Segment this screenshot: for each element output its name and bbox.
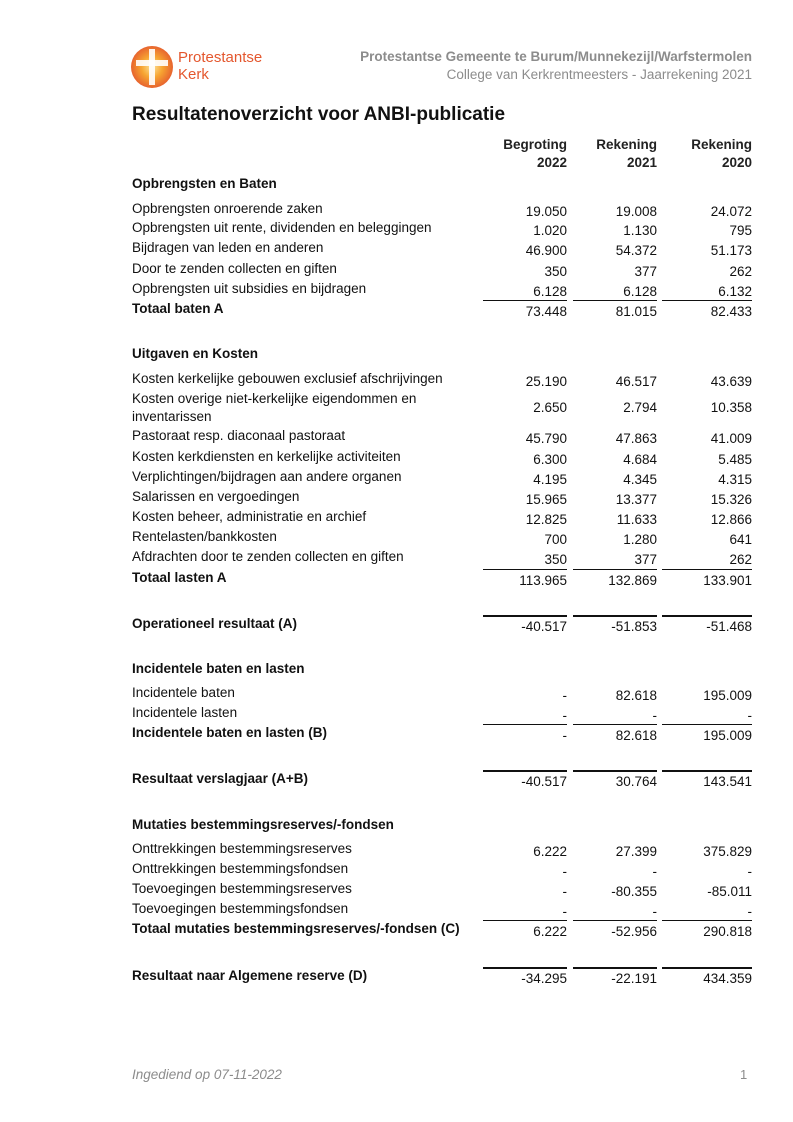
row-label: Opbrengsten uit rente, dividenden en beleggingen xyxy=(132,220,432,235)
sum-line xyxy=(483,300,567,301)
row-label: Onttrekkingen bestemmingsfondsen xyxy=(132,861,349,876)
row-value: -80.355 xyxy=(611,884,657,899)
row-value: 27.399 xyxy=(615,844,657,859)
row-label: Mutaties bestemmingsreserves/-fondsen xyxy=(132,817,394,832)
sum-line xyxy=(573,967,657,969)
logo xyxy=(130,45,280,91)
row-value: - xyxy=(652,708,657,723)
row-value: 51.173 xyxy=(710,243,752,258)
row-value: 700 xyxy=(544,532,567,547)
row-value: - xyxy=(747,864,752,879)
row-label: Kosten kerkelijke gebouwen exclusief afschrijvingen xyxy=(132,371,443,386)
row-label: Resultaat naar Algemene reserve (D) xyxy=(132,968,368,983)
row-label: Totaal lasten A xyxy=(132,570,227,585)
row-label: Incidentele baten en lasten xyxy=(132,661,305,676)
row-label: Opbrengsten onroerende zaken xyxy=(132,201,323,216)
row-value: 30.764 xyxy=(615,774,657,789)
row-value: 81.015 xyxy=(615,304,657,319)
row-value: 25.190 xyxy=(525,374,567,389)
row-value: - xyxy=(747,904,752,919)
row-value: 375.829 xyxy=(703,844,752,859)
sum-line xyxy=(483,569,567,570)
row-value: 12.825 xyxy=(525,512,567,527)
row-label: Kosten kerkdiensten en kerkelijke activiteiten xyxy=(132,449,401,464)
row-value: 10.358 xyxy=(710,400,752,415)
row-label: Operationeel resultaat (A) xyxy=(132,616,298,631)
church-logo-icon xyxy=(130,45,174,89)
row-value: 19.050 xyxy=(525,204,567,219)
row-value: - xyxy=(652,904,657,919)
row-value: -40.517 xyxy=(521,774,567,789)
row-value: - xyxy=(747,708,752,723)
row-value: -51.468 xyxy=(706,619,752,634)
row-value: 47.863 xyxy=(615,431,657,446)
row-value: 641 xyxy=(729,532,752,547)
row-value: 195.009 xyxy=(703,728,752,743)
row-label: Uitgaven en Kosten xyxy=(132,346,259,361)
row-label: Resultaat verslagjaar (A+B) xyxy=(132,771,308,786)
row-value: 13.377 xyxy=(615,492,657,507)
row-value: -52.956 xyxy=(611,924,657,939)
sum-line xyxy=(483,967,567,969)
row-value: 5.485 xyxy=(718,452,752,467)
page-number: 1 xyxy=(740,1067,748,1082)
sum-line xyxy=(662,967,752,969)
row-value: - xyxy=(562,864,567,879)
page-header xyxy=(360,48,752,84)
row-value: 795 xyxy=(729,223,752,238)
row-label: Salarissen en vergoedingen xyxy=(132,489,300,504)
header-subtitle: College van Kerkrentmeesters - Jaarrekening 2021 xyxy=(446,67,752,82)
row-value: - xyxy=(562,904,567,919)
row-label: Incidentele baten en lasten (B) xyxy=(132,725,328,740)
row-value: 377 xyxy=(634,552,657,567)
row-value: 4.195 xyxy=(533,472,567,487)
sum-line xyxy=(662,770,752,772)
row-value: 350 xyxy=(544,552,567,567)
row-value: 54.372 xyxy=(615,243,657,258)
row-label: Toevoegingen bestemmingsfondsen xyxy=(132,901,349,916)
row-value: 11.633 xyxy=(616,512,657,527)
column-header-rekening-2020: Rekening 2020 xyxy=(691,137,752,170)
row-value: 82.618 xyxy=(615,728,657,743)
row-value: - xyxy=(562,884,567,899)
row-value: 43.639 xyxy=(710,374,752,389)
row-value: 6.128 xyxy=(533,284,567,299)
row-value: -85.011 xyxy=(707,884,752,899)
row-label: Verplichtingen/bijdragen aan andere organen xyxy=(132,469,402,484)
row-value: -34.295 xyxy=(521,971,567,986)
sum-line xyxy=(662,615,752,617)
row-label: Incidentele lasten xyxy=(132,705,238,720)
sum-line xyxy=(573,770,657,772)
sum-line xyxy=(573,920,657,921)
row-value: 82.433 xyxy=(710,304,752,319)
row-label: Incidentele baten xyxy=(132,685,235,700)
row-value: 262 xyxy=(729,552,752,567)
sum-line xyxy=(662,920,752,921)
row-label: Totaal baten A xyxy=(132,301,224,316)
sum-line xyxy=(573,724,657,725)
row-value: - xyxy=(562,728,567,743)
row-value: 434.359 xyxy=(703,971,752,986)
page-title: Resultatenoverzicht voor ANBI-publicatie xyxy=(132,104,506,125)
row-value: 41.009 xyxy=(710,431,752,446)
row-value: 6.300 xyxy=(533,452,567,467)
row-value: - xyxy=(562,688,567,703)
row-label: Pastoraat resp. diaconaal pastoraat xyxy=(132,428,346,443)
row-value: 1.020 xyxy=(533,223,567,238)
row-value: 6.128 xyxy=(623,284,657,299)
row-label: Kosten beheer, administratie en archief xyxy=(132,509,367,524)
sum-line xyxy=(573,615,657,617)
row-value: 4.684 xyxy=(623,452,657,467)
row-value: 45.790 xyxy=(525,431,567,446)
row-value: 6.222 xyxy=(533,844,567,859)
sum-line xyxy=(662,569,752,570)
row-value: 262 xyxy=(729,264,752,279)
row-value: 1.130 xyxy=(623,223,657,238)
row-value: 195.009 xyxy=(703,688,752,703)
row-value: 73.448 xyxy=(525,304,567,319)
sum-line xyxy=(662,724,752,725)
sum-line xyxy=(483,920,567,921)
header-organization: Protestantse Gemeente te Burum/Munnekezijl/Warfstermolen xyxy=(360,49,752,64)
row-value: 133.901 xyxy=(703,573,752,588)
row-value: 12.866 xyxy=(710,512,752,527)
row-value: 377 xyxy=(634,264,657,279)
row-value: 4.345 xyxy=(623,472,657,487)
row-value: - xyxy=(652,864,657,879)
submission-date: Ingediend op 07-11-2022 xyxy=(132,1067,282,1082)
row-label: Opbrengsten uit subsidies en bijdragen xyxy=(132,281,367,296)
row-label: Rentelasten/bankkosten xyxy=(132,529,277,544)
row-value: 132.869 xyxy=(608,573,657,588)
row-value: 143.541 xyxy=(703,774,752,789)
row-label: Toevoegingen bestemmingsreserves xyxy=(132,881,352,896)
sum-line xyxy=(483,615,567,617)
row-value: 15.326 xyxy=(710,492,752,507)
row-value: 113.965 xyxy=(519,573,567,588)
row-value: 2.650 xyxy=(533,400,567,415)
row-label: Totaal mutaties bestemmingsreserves/-fondsen (C) xyxy=(132,921,460,936)
row-value: 350 xyxy=(544,264,567,279)
row-label: Onttrekkingen bestemmingsreserves xyxy=(132,841,352,856)
row-value: -22.191 xyxy=(611,971,657,986)
row-value: 290.818 xyxy=(703,924,752,939)
row-value: 46.900 xyxy=(525,243,567,258)
row-value: 24.072 xyxy=(710,204,752,219)
logo-line-2: Kerk xyxy=(178,66,209,83)
sum-line xyxy=(483,724,567,725)
sum-line xyxy=(662,300,752,301)
logo-line-1: Protestantse xyxy=(178,49,263,66)
sum-line xyxy=(573,569,657,570)
row-value: 19.008 xyxy=(615,204,657,219)
row-value: 2.794 xyxy=(623,400,657,415)
row-value: -40.517 xyxy=(521,619,567,634)
row-value: -51.853 xyxy=(611,619,657,634)
row-label: Opbrengsten en Baten xyxy=(132,176,277,191)
row-value: 15.965 xyxy=(525,492,567,507)
row-label: Bijdragen van leden en anderen xyxy=(132,240,324,255)
row-label: Door te zenden collecten en giften xyxy=(132,261,337,276)
row-value: 6.132 xyxy=(718,284,752,299)
row-value: - xyxy=(562,708,567,723)
row-label: Kosten overige niet-kerkelijke eigendommen en inventarissen xyxy=(132,391,417,424)
row-value: 82.618 xyxy=(615,688,657,703)
row-value: 4.315 xyxy=(718,472,752,487)
sum-line xyxy=(573,300,657,301)
row-value: 1.280 xyxy=(623,532,657,547)
row-value: 46.517 xyxy=(615,374,657,389)
column-header-begroting-2022: Begroting 2022 xyxy=(503,137,567,170)
sum-line xyxy=(483,770,567,772)
row-value: 6.222 xyxy=(533,924,567,939)
column-header-rekening-2021: Rekening 2021 xyxy=(596,137,657,170)
row-label: Afdrachten door te zenden collecten en giften xyxy=(132,549,404,564)
